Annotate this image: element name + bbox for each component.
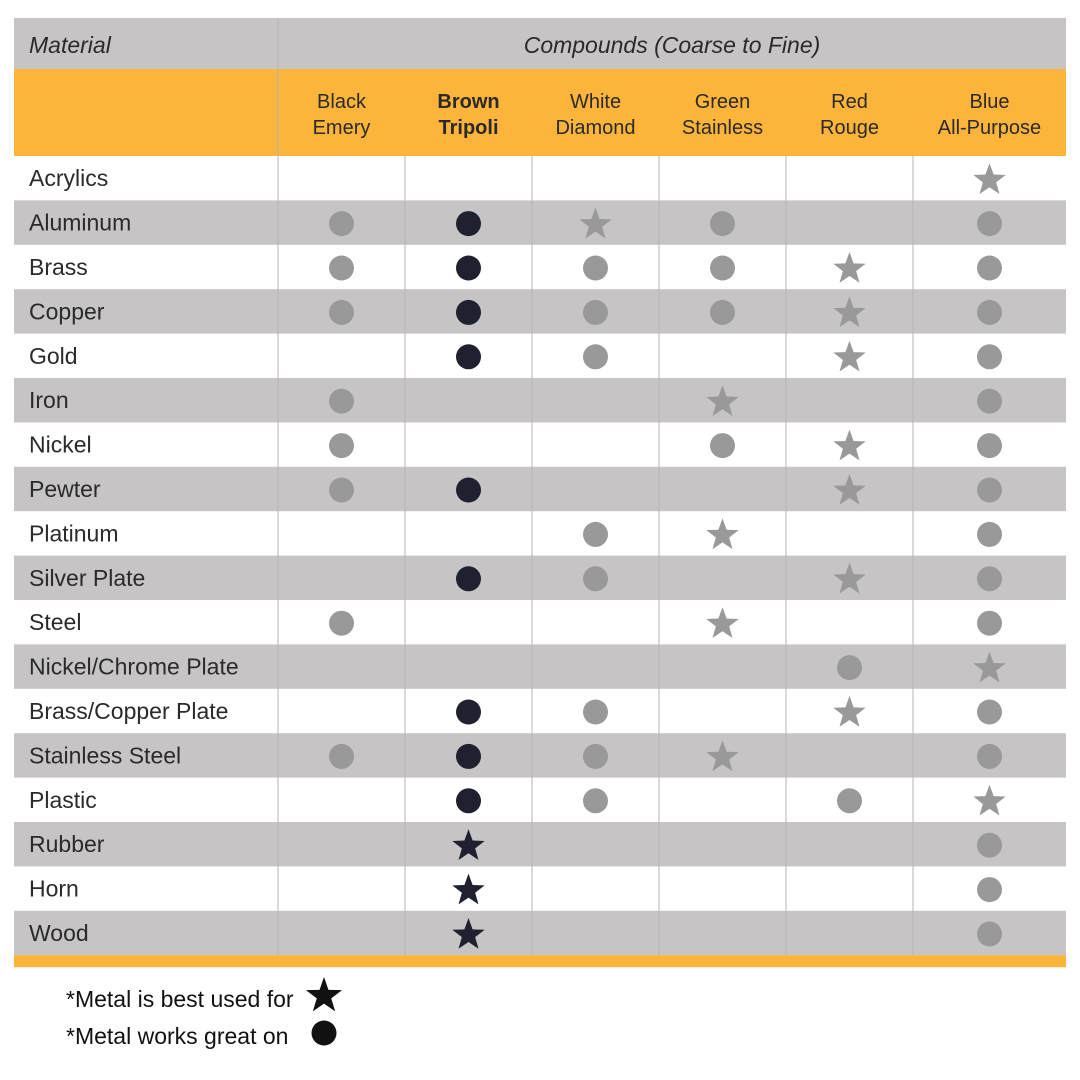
row-label: Acrylics — [29, 165, 109, 192]
column-header-line1: White — [569, 91, 622, 113]
column-header-line1: Black — [317, 91, 366, 113]
row-label: Steel — [29, 609, 82, 636]
row-stripe — [14, 200, 1066, 244]
dot-mark — [329, 744, 354, 769]
row-label: Brass — [29, 254, 88, 280]
row-stripe — [14, 822, 1066, 866]
dot-mark — [456, 344, 481, 369]
star-mark — [452, 874, 484, 905]
row-label: Rubber — [29, 831, 105, 858]
column-header-line2: Tripoli — [438, 117, 499, 139]
column-header-line1: Blue — [969, 91, 1010, 113]
row-label: Plastic — [29, 786, 97, 813]
star-mark — [706, 607, 738, 638]
row-label: Wood — [29, 920, 89, 946]
dot-mark — [710, 256, 735, 281]
dot-mark — [456, 256, 481, 281]
row-stripe — [14, 378, 1066, 422]
dot-mark — [583, 744, 608, 769]
row-label: Brass/Copper Plate — [29, 698, 229, 724]
row-label: Copper — [29, 298, 105, 325]
dot-mark — [456, 700, 481, 725]
column-header-line1: Brown — [437, 91, 500, 113]
legend-best-text: *Metal is best used for — [66, 985, 294, 1012]
star-mark — [973, 785, 1005, 816]
dot-mark — [329, 433, 354, 458]
row-stripe — [14, 467, 1066, 511]
column-header-line2: Diamond — [555, 117, 636, 139]
dot-mark — [977, 478, 1002, 503]
row-label: Horn — [29, 875, 79, 902]
dot-mark — [977, 877, 1002, 902]
dot-mark — [977, 833, 1002, 858]
row-label: Gold — [29, 342, 78, 369]
star-mark — [973, 163, 1005, 194]
dot-mark — [456, 478, 481, 503]
dot-mark — [977, 211, 1002, 236]
dot-mark — [456, 211, 481, 236]
column-header-line1: Red — [831, 91, 868, 113]
legend-best — [66, 976, 344, 1022]
dot-mark — [329, 478, 354, 503]
dot-mark — [456, 300, 481, 325]
row-label: Platinum — [29, 520, 119, 547]
dot-mark — [837, 788, 862, 813]
compounds-header: Compounds (Coarse to Fine) — [523, 32, 821, 58]
star-mark — [833, 696, 865, 727]
row-stripe — [14, 556, 1066, 600]
row-stripe — [14, 289, 1066, 333]
column-header-line2: Rouge — [820, 117, 879, 139]
row-label: Iron — [29, 387, 69, 414]
row-label: Nickel/Chrome Plate — [29, 653, 239, 680]
dot-mark — [456, 744, 481, 769]
dot-mark — [329, 211, 354, 236]
dot-mark — [977, 389, 1002, 414]
dot-mark — [977, 700, 1002, 725]
row-label: Stainless Steel — [29, 742, 182, 769]
column-header-line2: Emery — [312, 117, 371, 139]
star-mark — [706, 518, 738, 549]
dot-mark — [710, 211, 735, 236]
dot-mark — [583, 788, 608, 813]
dot-mark — [583, 700, 608, 725]
legend-great — [66, 1019, 338, 1053]
dot-mark — [456, 566, 481, 591]
dot-mark — [329, 611, 354, 636]
dot-mark — [329, 300, 354, 325]
star-mark — [833, 341, 865, 372]
row-label: Pewter — [29, 476, 101, 502]
dot-mark — [583, 522, 608, 547]
column-header-line1: Green — [694, 91, 751, 113]
star-mark — [833, 252, 865, 283]
material-header: Material — [29, 32, 111, 58]
dot-mark — [977, 566, 1002, 591]
dot-icon — [310, 1019, 338, 1053]
dot-mark — [977, 522, 1002, 547]
dot-mark — [977, 611, 1002, 636]
dot-mark — [977, 256, 1002, 281]
row-label: Aluminum — [29, 209, 132, 236]
dot-mark — [583, 344, 608, 369]
dot-mark — [977, 744, 1002, 769]
dot-mark — [583, 566, 608, 591]
star-icon — [304, 976, 344, 1022]
dot-mark — [977, 344, 1002, 369]
column-header-line2: All-Purpose — [937, 117, 1042, 139]
dot-mark — [329, 389, 354, 414]
dot-mark — [977, 300, 1002, 325]
compound-header-band — [14, 69, 1066, 156]
dot-mark — [583, 300, 608, 325]
dot-mark — [329, 256, 354, 281]
dot-mark — [583, 256, 608, 281]
dot-mark — [456, 788, 481, 813]
legend-great-text: *Metal works great on — [66, 1022, 289, 1049]
dot-mark — [710, 433, 735, 458]
dot-mark — [837, 655, 862, 680]
row-label: Silver Plate — [29, 564, 146, 591]
row-stripe — [14, 911, 1066, 955]
column-header-line2: Stainless — [681, 117, 764, 139]
row-label: Nickel — [29, 431, 92, 458]
dot-mark — [977, 433, 1002, 458]
dot-mark — [710, 300, 735, 325]
dot-mark — [977, 922, 1002, 947]
bottom-bar — [14, 955, 1066, 967]
star-mark — [833, 430, 865, 461]
